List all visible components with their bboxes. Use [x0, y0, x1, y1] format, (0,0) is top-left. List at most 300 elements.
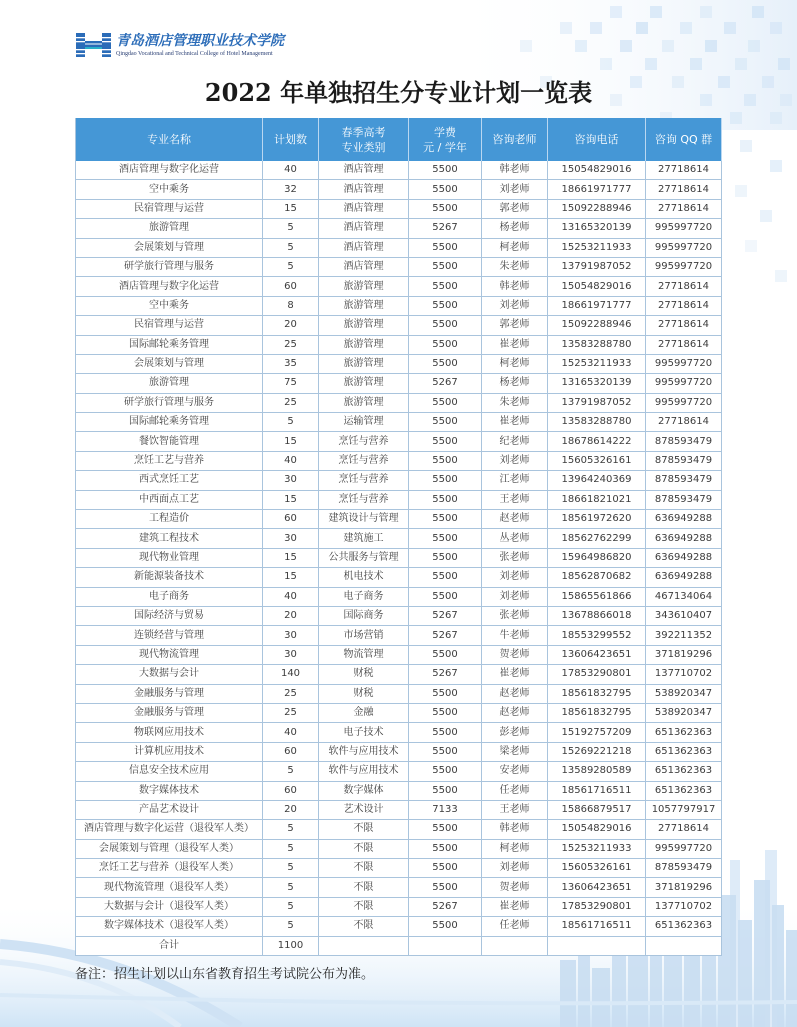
cell-plan: 20 [263, 607, 319, 625]
cell-plan: 40 [263, 161, 319, 179]
cell-tuition: 5500 [409, 588, 482, 606]
cell-major: 空中乘务 [76, 180, 263, 198]
cell-tuition: 5500 [409, 316, 482, 334]
cell-tuition: 5500 [409, 161, 482, 179]
cell-phone: 18553299552 [548, 626, 646, 644]
cell-category: 烹饪与营养 [319, 471, 409, 489]
cell-teacher: 刘老师 [482, 588, 548, 606]
cell-phone: 13606423651 [548, 646, 646, 664]
cell-qq: 392211352 [646, 626, 722, 644]
college-name-block [116, 33, 284, 58]
cell-category: 酒店管理 [319, 200, 409, 218]
cell-phone: 18661821021 [548, 491, 646, 509]
cell-qq: 651362363 [646, 782, 722, 800]
table-row [76, 607, 722, 626]
cell-qq: 636949288 [646, 510, 722, 528]
cell-qq: 878593479 [646, 491, 722, 509]
cell-phone: 13606423651 [548, 878, 646, 896]
cell-major: 国际经济与贸易 [76, 607, 263, 625]
table-row [76, 161, 722, 180]
col-header-teacher [482, 118, 548, 161]
cell-phone: 15964986820 [548, 549, 646, 567]
cell-teacher: 梁老师 [482, 743, 548, 761]
cell-phone: 15253211933 [548, 840, 646, 858]
table-row [76, 452, 722, 471]
cell-tuition: 5500 [409, 394, 482, 412]
cell-plan: 32 [263, 180, 319, 198]
cell-major: 国际邮轮乘务管理 [76, 413, 263, 431]
cell-category: 酒店管理 [319, 180, 409, 198]
cell-teacher: 任老师 [482, 782, 548, 800]
cell-major: 会展策划与管理 [76, 355, 263, 373]
cell-qq: 343610407 [646, 607, 722, 625]
cell-tuition: 5500 [409, 180, 482, 198]
cell-major: 烹饪工艺与营养（退役军人类） [76, 859, 263, 877]
cell-plan: 5 [263, 840, 319, 858]
cell-plan: 60 [263, 510, 319, 528]
cell-category: 财税 [319, 665, 409, 683]
cell-teacher: 杨老师 [482, 374, 548, 392]
cell-tuition: 5500 [409, 782, 482, 800]
table-row [76, 646, 722, 665]
cell-major: 烹饪工艺与营养 [76, 452, 263, 470]
cell-teacher: 赵老师 [482, 704, 548, 722]
cell-category: 不限 [319, 878, 409, 896]
cell-qq: 878593479 [646, 452, 722, 470]
cell-qq: 27718614 [646, 200, 722, 218]
cell-category: 物流管理 [319, 646, 409, 664]
cell-teacher: 柯老师 [482, 840, 548, 858]
cell-category: 旅游管理 [319, 316, 409, 334]
table-row [76, 665, 722, 684]
cell-plan: 75 [263, 374, 319, 392]
cell-tuition: 5500 [409, 549, 482, 567]
cell-qq: 651362363 [646, 723, 722, 741]
cell-category: 软件与应用技术 [319, 743, 409, 761]
table-row [76, 685, 722, 704]
cell-tuition: 5500 [409, 743, 482, 761]
cell-plan: 15 [263, 200, 319, 218]
cell-category: 建筑设计与管理 [319, 510, 409, 528]
cell-major: 民宿管理与运营 [76, 316, 263, 334]
cell-teacher: 朱老师 [482, 258, 548, 276]
cell-plan: 8 [263, 297, 319, 315]
cell-category: 数字媒体 [319, 782, 409, 800]
cell-teacher: 崔老师 [482, 898, 548, 916]
cell-plan: 25 [263, 336, 319, 354]
cell-qq: 995997720 [646, 219, 722, 237]
cell-phone: 15054829016 [548, 277, 646, 295]
cell-major: 空中乘务 [76, 297, 263, 315]
table-row [76, 413, 722, 432]
cell-teacher: 崔老师 [482, 665, 548, 683]
cell-major: 现代物流管理（退役军人类） [76, 878, 263, 896]
cell-qq: 27718614 [646, 297, 722, 315]
cell-phone: 18661971777 [548, 180, 646, 198]
cell-category: 旅游管理 [319, 374, 409, 392]
cell-qq: 371819296 [646, 646, 722, 664]
table-row [76, 549, 722, 568]
cell-tuition: 5500 [409, 258, 482, 276]
cell-phone: 18661971777 [548, 297, 646, 315]
col-header-plan [263, 118, 319, 161]
table-row [76, 626, 722, 645]
col-header-label: 咨询 QQ 群 [654, 133, 713, 146]
cell-qq: 27718614 [646, 820, 722, 838]
cell-phone: 15192757209 [548, 723, 646, 741]
cell-plan: 5 [263, 239, 319, 257]
cell-phone: 15605326161 [548, 859, 646, 877]
footnote: 备注：招生计划以山东省教育招生考试院公布为准。 [75, 967, 375, 982]
cell-major: 电子商务 [76, 588, 263, 606]
cell-major: 金融服务与管理 [76, 704, 263, 722]
cell-major: 研学旅行管理与服务 [76, 394, 263, 412]
cell-plan: 25 [263, 685, 319, 703]
cell-phone: 15253211933 [548, 355, 646, 373]
cell-qq: 995997720 [646, 394, 722, 412]
table-row [76, 258, 722, 277]
cell-qq: 651362363 [646, 743, 722, 761]
col-header-label: 咨询老师 [492, 133, 537, 146]
table-row [76, 743, 722, 762]
table-row [76, 355, 722, 374]
cell-teacher: 韩老师 [482, 277, 548, 295]
cell-tuition: 5500 [409, 646, 482, 664]
cell-teacher: 刘老师 [482, 297, 548, 315]
table-row [76, 859, 722, 878]
table-row [76, 374, 722, 393]
cell-tuition: 5267 [409, 626, 482, 644]
cell-major: 西式烹饪工艺 [76, 471, 263, 489]
cell-category: 烹饪与营养 [319, 491, 409, 509]
cell-qq: 371819296 [646, 878, 722, 896]
table-header-row [76, 118, 722, 161]
cell-tuition: 5500 [409, 685, 482, 703]
cell-tuition: 5267 [409, 607, 482, 625]
cell-major: 物联网应用技术 [76, 723, 263, 741]
cell-category: 财税 [319, 685, 409, 703]
cell-teacher: 刘老师 [482, 452, 548, 470]
cell-category: 酒店管理 [319, 219, 409, 237]
cell-teacher: 崔老师 [482, 413, 548, 431]
table-row [76, 277, 722, 296]
cell-category: 建筑施工 [319, 529, 409, 547]
cell-phone: 13583288780 [548, 336, 646, 354]
cell-phone: 13583288780 [548, 413, 646, 431]
cell-major: 酒店管理与数字化运营 [76, 161, 263, 179]
cell-major: 餐饮智能管理 [76, 432, 263, 450]
cell-phone: 18561832795 [548, 685, 646, 703]
cell-phone: 17853290801 [548, 665, 646, 683]
cell-qq: 467134064 [646, 588, 722, 606]
col-header-label: 计划数 [274, 133, 307, 146]
cell-plan: 15 [263, 549, 319, 567]
cell-category: 酒店管理 [319, 258, 409, 276]
cell-qq: 27718614 [646, 316, 722, 334]
cell-phone: 18678614222 [548, 432, 646, 450]
cell-tuition: 5500 [409, 277, 482, 295]
cell-tuition: 5267 [409, 665, 482, 683]
cell-major: 工程造价 [76, 510, 263, 528]
cell-qq: 27718614 [646, 277, 722, 295]
col-header-label: 学费 [434, 125, 456, 139]
cell-tuition: 5500 [409, 413, 482, 431]
college-name-en: Qingdao Vocational and Technical College of Hotel Management [116, 50, 273, 57]
cell-tuition: 5500 [409, 917, 482, 935]
table-row [76, 878, 722, 897]
cell-major: 数字媒体技术 [76, 782, 263, 800]
cell-phone: 18561716511 [548, 917, 646, 935]
table-row [76, 432, 722, 451]
cell-phone: 18561716511 [548, 782, 646, 800]
cell-plan: 15 [263, 491, 319, 509]
col-header-qq [646, 118, 722, 161]
cell-phone: 18562870682 [548, 568, 646, 586]
cell-phone: 15054829016 [548, 820, 646, 838]
cell-plan: 60 [263, 277, 319, 295]
cell-teacher: 张老师 [482, 607, 548, 625]
cell-major: 国际邮轮乘务管理 [76, 336, 263, 354]
cell-tuition: 5500 [409, 297, 482, 315]
cell-major: 大数据与会计（退役军人类） [76, 898, 263, 916]
cell-plan: 30 [263, 626, 319, 644]
college-logo [75, 32, 284, 58]
table-row [76, 316, 722, 335]
col-header-category [319, 118, 409, 161]
table-row [76, 762, 722, 781]
cell-major: 研学旅行管理与服务 [76, 258, 263, 276]
cell-category: 不限 [319, 859, 409, 877]
cell-qq: 137710702 [646, 665, 722, 683]
enrollment-plan-table [75, 118, 722, 956]
cell-teacher: 崔老师 [482, 336, 548, 354]
cell-phone: 13964240369 [548, 471, 646, 489]
page-title: 2022 年单独招生分专业计划一览表 [204, 78, 593, 107]
table-row [76, 840, 722, 859]
table-row [76, 200, 722, 219]
cell-teacher: 丛老师 [482, 529, 548, 547]
cell-teacher: 张老师 [482, 549, 548, 567]
cell-category: 烹饪与营养 [319, 452, 409, 470]
cell-major: 大数据与会计 [76, 665, 263, 683]
cell-phone: 15269221218 [548, 743, 646, 761]
table-total-row [76, 937, 722, 956]
col-header-label: 咨询电话 [574, 133, 619, 146]
cell-category: 机电技术 [319, 568, 409, 586]
cell-phone: 15253211933 [548, 239, 646, 257]
cell-tuition: 5500 [409, 762, 482, 780]
table-row [76, 723, 722, 742]
cell-major: 计算机应用技术 [76, 743, 263, 761]
cell-teacher: 杨老师 [482, 219, 548, 237]
cell-category: 电子技术 [319, 723, 409, 741]
cell-qq: 636949288 [646, 549, 722, 567]
cell-tuition: 5500 [409, 510, 482, 528]
cell-phone: 13165320139 [548, 219, 646, 237]
cell-category: 旅游管理 [319, 277, 409, 295]
cell-major: 民宿管理与运营 [76, 200, 263, 218]
cell-phone: 18561832795 [548, 704, 646, 722]
cell-category: 旅游管理 [319, 355, 409, 373]
col-header-label-line2: 专业类别 [341, 140, 386, 154]
empty-cell [646, 937, 722, 955]
cell-tuition: 5500 [409, 432, 482, 450]
cell-phone: 15092288946 [548, 200, 646, 218]
cell-qq: 651362363 [646, 762, 722, 780]
cell-tuition: 5500 [409, 452, 482, 470]
cell-qq: 995997720 [646, 258, 722, 276]
cell-category: 酒店管理 [319, 239, 409, 257]
cell-tuition: 5500 [409, 491, 482, 509]
cell-category: 不限 [319, 820, 409, 838]
cell-plan: 30 [263, 529, 319, 547]
cell-major: 旅游管理 [76, 219, 263, 237]
empty-cell [409, 937, 482, 955]
table-row [76, 510, 722, 529]
cell-tuition: 5500 [409, 820, 482, 838]
cell-qq: 636949288 [646, 568, 722, 586]
cell-plan: 140 [263, 665, 319, 683]
cell-teacher: 韩老师 [482, 161, 548, 179]
cell-plan: 40 [263, 723, 319, 741]
cell-qq: 27718614 [646, 336, 722, 354]
cell-category: 旅游管理 [319, 336, 409, 354]
cell-plan: 20 [263, 316, 319, 334]
cell-plan: 30 [263, 471, 319, 489]
cell-category: 不限 [319, 840, 409, 858]
table-row [76, 394, 722, 413]
cell-major: 数字媒体技术（退役军人类） [76, 917, 263, 935]
college-h-logo-icon [75, 32, 113, 58]
cell-phone: 15866879517 [548, 801, 646, 819]
cell-teacher: 王老师 [482, 491, 548, 509]
cell-qq: 995997720 [646, 355, 722, 373]
cell-qq: 636949288 [646, 529, 722, 547]
cell-qq: 27718614 [646, 180, 722, 198]
cell-major: 现代物业管理 [76, 549, 263, 567]
cell-qq: 1057797917 [646, 801, 722, 819]
cell-category: 不限 [319, 898, 409, 916]
empty-cell [548, 937, 646, 955]
cell-teacher: 王老师 [482, 801, 548, 819]
cell-qq: 27718614 [646, 413, 722, 431]
cell-phone: 13589280589 [548, 762, 646, 780]
cell-major: 中西面点工艺 [76, 491, 263, 509]
cell-plan: 5 [263, 258, 319, 276]
cell-plan: 5 [263, 917, 319, 935]
cell-major: 金融服务与管理 [76, 685, 263, 703]
cell-major: 建筑工程技术 [76, 529, 263, 547]
cell-category: 酒店管理 [319, 161, 409, 179]
cell-qq: 137710702 [646, 898, 722, 916]
table-row [76, 219, 722, 238]
cell-category: 软件与应用技术 [319, 762, 409, 780]
cell-tuition: 5500 [409, 840, 482, 858]
cell-teacher: 贺老师 [482, 646, 548, 664]
cell-qq: 538920347 [646, 685, 722, 703]
cell-plan: 60 [263, 743, 319, 761]
cell-teacher: 纪老师 [482, 432, 548, 450]
cell-plan: 5 [263, 762, 319, 780]
table-row [76, 239, 722, 258]
total-plan: 1100 [263, 937, 319, 955]
cell-teacher: 韩老师 [482, 820, 548, 838]
cell-phone: 17853290801 [548, 898, 646, 916]
cell-qq: 538920347 [646, 704, 722, 722]
cell-major: 会展策划与管理（退役军人类） [76, 840, 263, 858]
cell-plan: 20 [263, 801, 319, 819]
cell-qq: 651362363 [646, 917, 722, 935]
cell-phone: 15092288946 [548, 316, 646, 334]
cell-major: 信息安全技术应用 [76, 762, 263, 780]
cell-major: 会展策划与管理 [76, 239, 263, 257]
cell-teacher: 刘老师 [482, 859, 548, 877]
table-row [76, 588, 722, 607]
cell-category: 旅游管理 [319, 297, 409, 315]
cell-plan: 15 [263, 568, 319, 586]
col-header-label-line2: 元 / 学年 [423, 140, 467, 154]
cell-tuition: 5500 [409, 723, 482, 741]
cell-teacher: 赵老师 [482, 685, 548, 703]
cell-plan: 60 [263, 782, 319, 800]
table-row [76, 471, 722, 490]
table-body [76, 161, 722, 956]
cell-tuition: 5500 [409, 568, 482, 586]
cell-tuition: 5500 [409, 336, 482, 354]
cell-teacher: 安老师 [482, 762, 548, 780]
cell-tuition: 5500 [409, 529, 482, 547]
cell-plan: 5 [263, 878, 319, 896]
cell-phone: 13791987052 [548, 394, 646, 412]
cell-tuition: 5267 [409, 374, 482, 392]
cell-plan: 5 [263, 859, 319, 877]
college-name-cn: 青岛酒店管理职业技术学院 [116, 32, 284, 49]
table-row [76, 820, 722, 839]
cell-qq: 878593479 [646, 432, 722, 450]
cell-phone: 13165320139 [548, 374, 646, 392]
cell-teacher: 郭老师 [482, 316, 548, 334]
cell-major: 新能源装备技术 [76, 568, 263, 586]
cell-qq: 995997720 [646, 374, 722, 392]
table-row [76, 704, 722, 723]
cell-tuition: 5500 [409, 859, 482, 877]
cell-tuition: 5500 [409, 239, 482, 257]
cell-major: 连锁经营与管理 [76, 626, 263, 644]
cell-tuition: 5267 [409, 219, 482, 237]
table-row [76, 782, 722, 801]
cell-plan: 5 [263, 820, 319, 838]
cell-phone: 13678866018 [548, 607, 646, 625]
col-header-label: 春季高考 [341, 125, 386, 139]
cell-qq: 878593479 [646, 471, 722, 489]
cell-plan: 5 [263, 413, 319, 431]
cell-plan: 15 [263, 432, 319, 450]
cell-plan: 25 [263, 394, 319, 412]
cell-major: 现代物流管理 [76, 646, 263, 664]
table-row [76, 529, 722, 548]
table-row [76, 336, 722, 355]
cell-phone: 13791987052 [548, 258, 646, 276]
cell-teacher: 刘老师 [482, 568, 548, 586]
cell-category: 市场营销 [319, 626, 409, 644]
table-row [76, 491, 722, 510]
cell-teacher: 刘老师 [482, 180, 548, 198]
total-label: 合计 [76, 937, 263, 955]
cell-major: 旅游管理 [76, 374, 263, 392]
table-row [76, 568, 722, 587]
cell-category: 公共服务与管理 [319, 549, 409, 567]
cell-phone: 15865561866 [548, 588, 646, 606]
